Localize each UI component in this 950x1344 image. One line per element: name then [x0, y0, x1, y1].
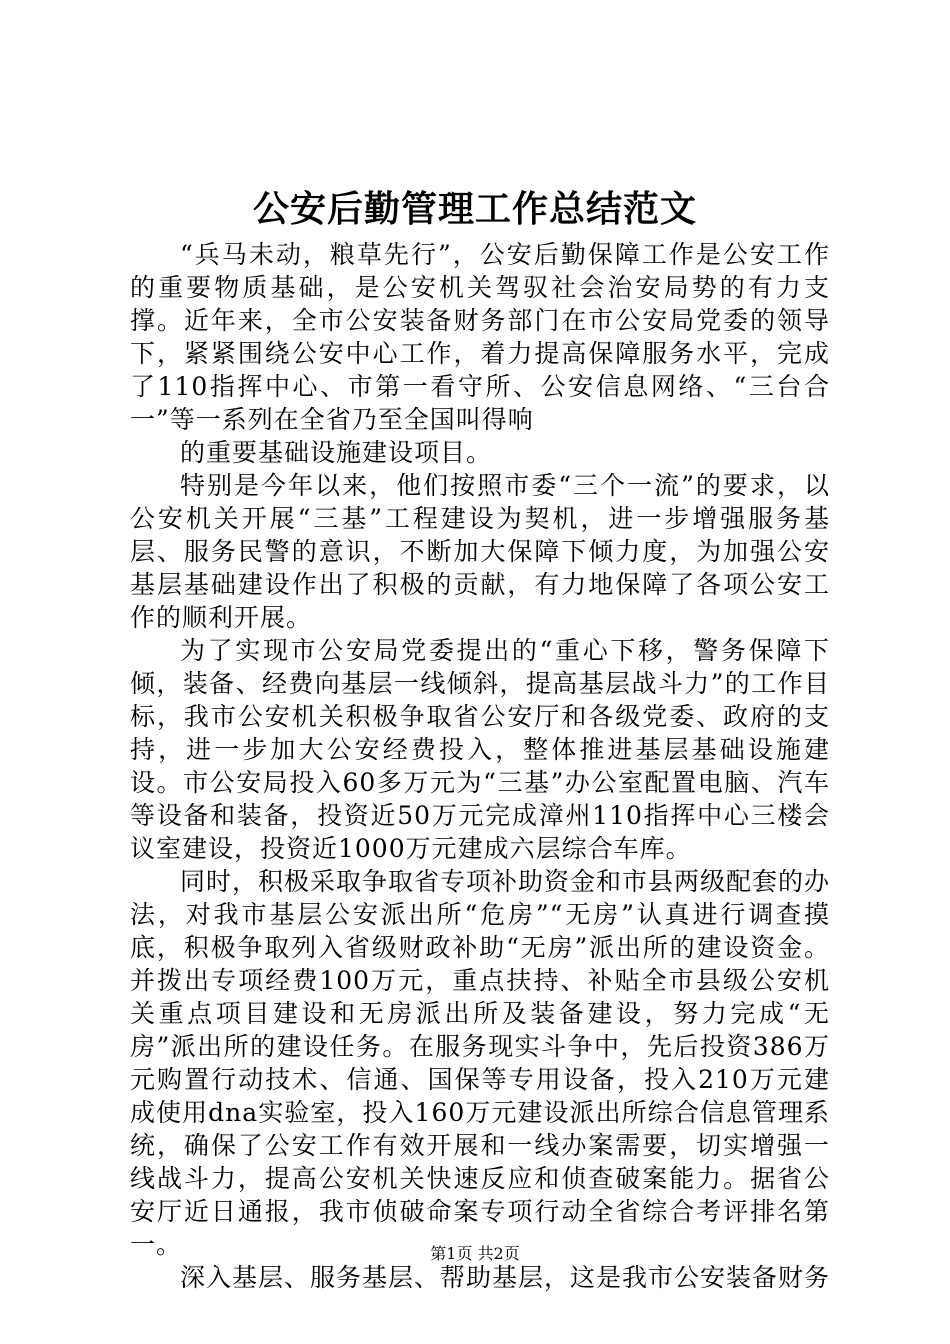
document-title: 公安后勤管理工作总结范文: [252, 188, 697, 230]
paragraph-6: 深入基层、服务基层、帮助基层，这是我市公安装备财务: [180, 1263, 831, 1292]
page-footer: 第1页 共2页: [430, 1244, 520, 1263]
paragraph-4: 为了实现市公安局党委提出的“重心下移，警务保障下倾，装备、经费向基层一线倾斜，提高基层战斗力”的工作目标，我市公安机关积极争取省公安厅和各级党委、政府的支持，进一步加大公安经费投入，整体推进基层基础设施建设。市公安局投入60多万元为“三基”办公室配置电脑、汽车等设备和装备，投资近50万元完成漳州110指挥中心三楼会议室建设，投资近1000万元建成六层综合车库。: [130, 636, 830, 863]
paragraph-2: 的重要基础设施建设项目。: [180, 438, 493, 467]
paragraph-1: “兵马未动，粮草先行”，公安后勤保障工作是公安工作的重要物质基础，是公安机关驾驭社会治安局势的有力支撑。近年来，全市公安装备财务部门在市公安局党委的领导下，紧紧围绕公安中心工作，着力提高保障服务水平，完成了110指挥中心、市第一看守所、公安信息网络、“三台合一”等一系列在全省乃至全国叫得响: [130, 240, 830, 434]
paragraph-3: 特别是今年以来，他们按照市委“三个一流”的要求，以公安机关开展“三基”工程建设为契机，进一步增强服务基层、服务民警的意识，不断加大保障下倾力度，为加强公安基层基础建设作出了积极的贡献，有力地保障了各项公安工作的顺利开展。: [130, 471, 830, 632]
document-body: [130, 238, 830, 1294]
paragraph-5: 同时，积极采取争取省专项补助资金和市县两级配套的办法，对我市基层公安派出所“危房”“无房”认真进行调查摸底，积极争取列入省级财政补助“无房”派出所的建设资金。并拨出专项经费100万元，重点扶持、补贴全市县级公安机关重点项目建设和无房派出所及装备建设，努力完成“无房”派出所的建设任务。在服务现实斗争中，先后投资386万元购置行动技术、信通、国保等专用设备，投入210万元建成使用dna实验室，投入160万元建设派出所综合信息管理系统，确保了公安工作有效开展和一线办案需要，切实增强一线战斗力，提高公安机关快速反应和侦查破案能力。据省公安厅近日通报，我市侦破命案专项行动全省综合考评排名第一。: [130, 867, 831, 1259]
